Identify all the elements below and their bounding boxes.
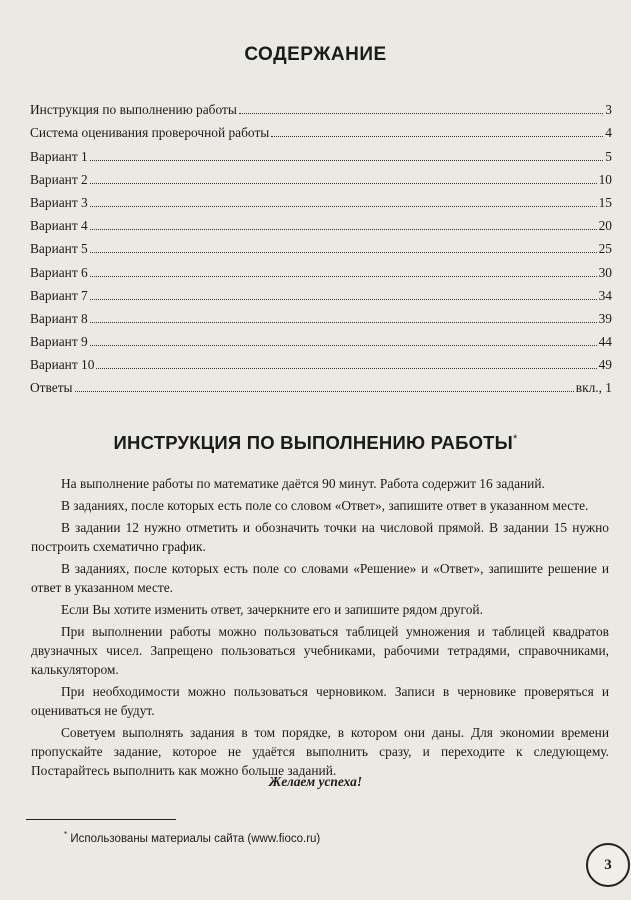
toc-item-label: Инструкция по выполнению работы (30, 102, 237, 118)
instructions-body (31, 474, 609, 783)
instruction-paragraph: На выполнение работы по математике даётся 90 минут. Работа содержит 16 заданий. (61, 476, 545, 491)
toc-item-label: Вариант 8 (30, 310, 88, 326)
toc-item-label: Вариант 5 (30, 241, 88, 257)
toc-item-page: 15 (598, 194, 612, 210)
toc-item-label: Ответы (30, 380, 73, 396)
toc-item-label: Вариант 9 (30, 334, 88, 350)
instruction-paragraph: В задании 12 нужно отметить и обозначить точки на числовой прямой. В задании 15 нужно построить схематично график. (31, 520, 609, 554)
instruction-paragraph: При необходимости можно пользоваться черновиком. Записи в черновике проверяться и оцениваться не будут. (31, 684, 609, 718)
toc-item-page: 34 (598, 287, 612, 303)
instruction-paragraph: При выполнении работы можно пользоваться таблицей умножения и таблицей квадратов двузначных чисел. Запрещено пользоваться учебниками, рабочими тетрадями, справочниками, калькулятором. (31, 624, 609, 677)
instruction-paragraph: В заданиях, после которых есть поле со словами «Решение» и «Ответ», запишите решение и ответ в указанном месте. (31, 561, 609, 595)
toc-item-label: Вариант 7 (30, 287, 88, 303)
toc-leader-dots (96, 368, 596, 369)
instruction-paragraph: Если Вы хотите изменить ответ, зачеркните его и запишите рядом другой. (61, 602, 483, 617)
toc-item-page: 49 (598, 357, 612, 373)
toc-leader-dots (90, 160, 604, 161)
toc-item-page: 20 (598, 218, 612, 234)
toc-item-page: 3 (605, 102, 612, 118)
toc-leader-dots (239, 113, 603, 114)
toc-leader-dots (90, 252, 597, 253)
footnote-mark: * (512, 432, 518, 445)
toc-item-label: Вариант 6 (30, 264, 88, 280)
instruction-paragraph: Советуем выполнять задания в том порядке, в котором они даны. Для экономии времени пропускайте задание, которое не удаётся выполнить сразу, и переходите к следующему. Постарайтесь выполнить как можно больше заданий. (31, 725, 609, 778)
good-luck-wish: Желаем успеха! (268, 774, 363, 789)
instructions-title-text: ИНСТРУКЦИЯ ПО ВЫПОЛНЕНИЮ РАБОТЫ (113, 432, 513, 453)
toc-item[interactable] (30, 141, 612, 164)
toc-item[interactable] (30, 350, 612, 373)
toc-leader-dots (90, 206, 597, 207)
toc-title: СОДЕРЖАНИЕ (244, 44, 387, 65)
toc-leader-dots (271, 136, 603, 137)
toc-item-page: 30 (598, 264, 612, 280)
toc-item-page: 4 (605, 125, 612, 141)
toc-item[interactable] (30, 304, 612, 327)
toc-item-label: Вариант 2 (30, 171, 88, 187)
toc-item-page: вкл., 1 (575, 380, 612, 396)
toc-leader-dots (90, 183, 597, 184)
toc-leader-dots (90, 229, 597, 230)
footnote-text: Использованы материалы сайта (www.fioco.ru) (70, 832, 321, 845)
footnote (64, 830, 320, 845)
instruction-paragraph: В заданиях, после которых есть поле со словом «Ответ», запишите ответ в указанном месте. (61, 498, 589, 513)
toc-leader-dots (90, 322, 597, 323)
toc-item-page: 10 (598, 171, 612, 187)
toc-item[interactable] (30, 211, 612, 234)
footnote-divider (26, 819, 176, 820)
toc-item[interactable] (30, 95, 612, 118)
toc-item[interactable] (30, 118, 612, 141)
footnote-mark: * (64, 830, 68, 839)
toc-item-label: Система оценивания проверочной работы (30, 125, 270, 141)
toc-leader-dots (90, 276, 597, 277)
toc-item[interactable] (30, 373, 612, 396)
toc-item[interactable] (30, 281, 612, 304)
toc-item-page: 5 (605, 148, 612, 164)
toc-item-label: Вариант 1 (30, 148, 88, 164)
toc-item[interactable] (30, 188, 612, 211)
toc-item-page: 25 (598, 241, 612, 257)
toc-item[interactable] (30, 234, 612, 257)
toc-leader-dots (90, 345, 597, 346)
instructions-title (0, 432, 631, 454)
toc-item[interactable] (30, 257, 612, 280)
page-number: 3 (586, 843, 630, 887)
toc-item[interactable] (30, 165, 612, 188)
toc-item-page: 44 (598, 334, 612, 350)
toc-leader-dots (75, 391, 574, 392)
toc-item-label: Вариант 10 (30, 357, 95, 373)
toc-item-label: Вариант 3 (30, 194, 88, 210)
toc-item[interactable] (30, 327, 612, 350)
toc-item-page: 39 (598, 310, 612, 326)
table-of-contents (30, 95, 612, 396)
toc-leader-dots (90, 299, 597, 300)
toc-item-label: Вариант 4 (30, 218, 88, 234)
